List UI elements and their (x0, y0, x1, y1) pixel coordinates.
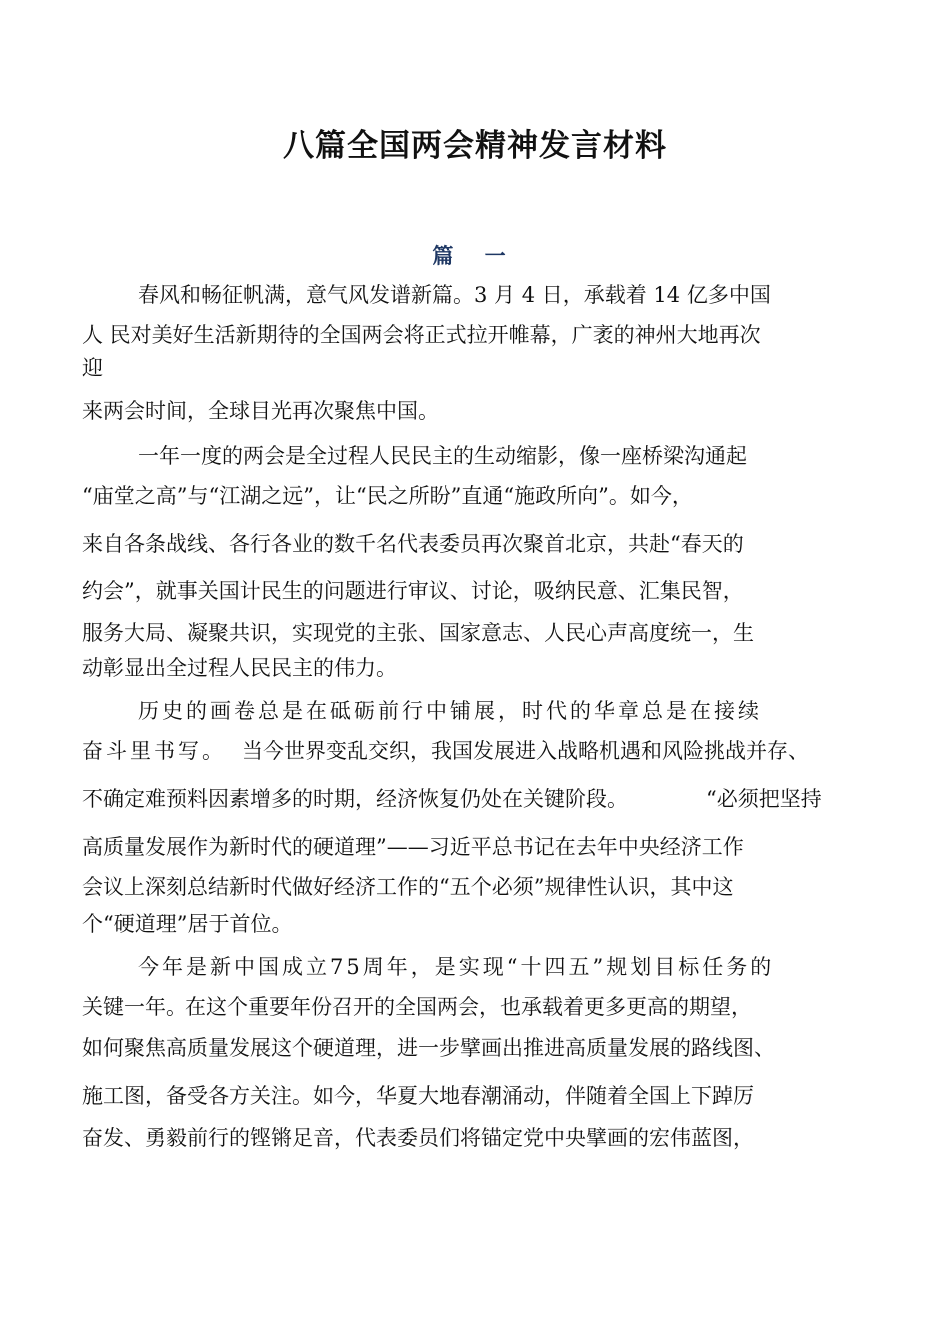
paragraph-line: 奋发、勇毅前行的铿锵足音，代表委员们将锚定党中央擘画的宏伟蓝图， (82, 1126, 754, 1150)
paragraph-line: 春风和畅征帆满，意气风发谱新篇。3 月 4 日，承载着 14 亿多中国 (138, 283, 771, 307)
paragraph-line: “必须把坚持 (706, 787, 822, 811)
paragraph-line: 奋斗里书写。 (82, 739, 226, 763)
paragraph-line: 会议上深刻总结新时代做好经济工作的“五个必须”规律性认识，其中这 (82, 875, 734, 899)
paragraph-line: 个“硬道理”居于首位。 (82, 912, 293, 936)
paragraph-line: 关键一年。 (82, 995, 187, 1019)
paragraph-line: “庙堂之高”与“江湖之远”，让“民之所盼”直通“施政所向”。如今， (82, 484, 693, 508)
paragraph-line: 来两会时间，全球目光再次聚焦中国。 (82, 399, 439, 423)
section-heading: 篇 一 (432, 243, 518, 268)
paragraph-line: 如何聚焦高质量发展这个硬道理，进一步擘画出推进高质量发展的路线图、 (82, 1036, 775, 1060)
paragraph-line: 人 民对美好生活新期待的全国两会将正式拉开帷幕，广袤的神州大地再次 (82, 323, 761, 347)
paragraph-line: 动彰显出全过程人民民主的伟力。 (82, 656, 397, 680)
paragraph-line: 来自各条战线、各行各业的数千名代表委员再次聚首北京，共赴“春天的 (82, 532, 744, 556)
paragraph-line: 不确定难预料因素增多的时期，经济恢复仍处在关键阶段。 (82, 787, 628, 811)
paragraph-line: 历史的画卷总是在砥砺前行中铺展，时代的华章总是在接续 (138, 699, 762, 723)
paragraph-line: 今年是新中国成立75周年，是实现“十四五”规划目标任务的 (138, 955, 775, 979)
paragraph-line: 服务大局、凝聚共识，实现党的主张、国家意志、人民心声高度统一，生 (82, 621, 754, 645)
paragraph-line: 迎 (82, 356, 103, 380)
paragraph-line: 高质量发展作为新时代的硬道理”——习近平总书记在去年中央经济工作 (82, 835, 744, 859)
paragraph-line: 约会”，就事关国计民生的问题进行审议、讨论，吸纳民意、汇集民智， (82, 579, 744, 603)
paragraph-line: 施工图，备受各方关注。如今，华夏大地春潮涌动，伴随着全国上下踔厉 (82, 1084, 754, 1108)
paragraph-line: 当今世界变乱交织，我国发展进入战略机遇和风险挑战并存、 (242, 739, 809, 763)
paragraph-line: 在这个重要年份召开的全国两会，也承载着更多更高的期望， (185, 995, 752, 1019)
paragraph-line: 一年一度的两会是全过程人民民主的生动缩影，像一座桥梁沟通起 (138, 444, 747, 468)
document-title: 八篇全国两会精神发言材料 (283, 128, 667, 164)
